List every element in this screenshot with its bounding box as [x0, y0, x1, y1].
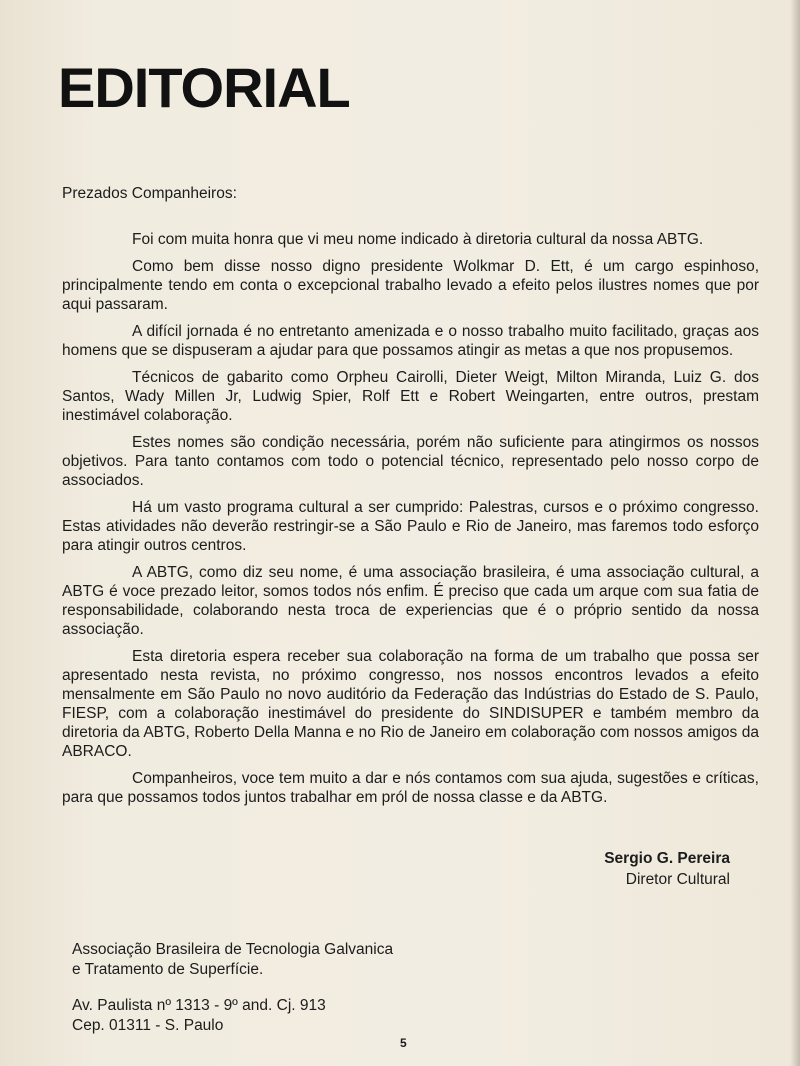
organization-name — [72, 940, 393, 980]
paragraph: Companheiros, voce tem muito a dar e nós contamos com sua ajuda, sugestões e críticas, para que possamos todos juntos trabalhar em pról de nossa classe e da ABTG. — [62, 770, 759, 806]
signature-role: Diretor Cultural — [625, 871, 730, 888]
paragraph: Técnicos de gabarito como Orpheu Cairolli, Dieter Weigt, Milton Miranda, Luiz G. dos Santos, Wady Millen Jr, Ludwig Spier, Rolf Ett e Robert Weingarten, entre outros, prestam inestimável colaboração. — [62, 369, 759, 424]
signature-name: Sergio G. Pereira — [604, 850, 730, 867]
paragraph: A difícil jornada é no entretanto amenizada e o nosso trabalho muito facilitado, graças aos homens que se dispuseram a ajudar para que possamos atingir as metas a que nos propusemos. — [62, 323, 759, 359]
paragraph: A ABTG, como diz seu nome, é uma associação brasileira, é uma associação cultural, a ABTG é voce prezado leitor, somos todos nós enfim. É preciso que cada um arque com sua fatia de responsabilidade, colaborando nesta troca de experiencias que é o próprio sentido da nossa associação. — [62, 564, 759, 638]
address-block — [72, 996, 326, 1036]
organization-line: e Tratamento de Superfície. — [72, 961, 264, 978]
page-edge-shadow — [790, 0, 800, 1066]
organization-line: Associação Brasileira de Tecnologia Galvanica — [72, 941, 394, 958]
paragraph: Foi com muita honra que vi meu nome indicado à diretoria cultural da nossa ABTG. — [132, 231, 704, 248]
editorial-body — [62, 230, 759, 815]
address-line: Av. Paulista nº 1313 - 9º and. Cj. 913 — [72, 997, 326, 1014]
paragraph: Esta diretoria espera receber sua colaboração na forma de um trabalho que possa ser apresentado nesta revista, no próximo congresso, nos nossos encontros levados a efeito mensalmente em São Paulo no novo auditório da Federação das Indústrias do Estado de S. Paulo, FIESP, com a colaboração inestimável do presidente do SINDISUPER e também membro da diretoria da ABTG, Roberto Della Manna e no Rio de Janeiro em colaboração com nossos amigos da ABRACO. — [62, 648, 759, 760]
signature-block — [560, 848, 730, 890]
paragraph: Como bem disse nosso digno presidente Wolkmar D. Ett, é um cargo espinhoso, principalmente tendo em conta o excepcional trabalho levado a efeito pelos ilustres nomes que por aqui passaram. — [62, 258, 759, 313]
editorial-title: EDITORIAL — [58, 56, 350, 119]
address-line: Cep. 01311 - S. Paulo — [72, 1017, 224, 1034]
salutation: Prezados Companheiros: — [62, 185, 237, 202]
paragraph: Estes nomes são condição necessária, porém não suficiente para atingirmos os nossos objetivos. Para tanto contamos com todo o potencial técnico, representado pelo nosso corpo de associados. — [62, 434, 759, 489]
paragraph: Há um vasto programa cultural a ser cumprido: Palestras, cursos e o próximo congresso. Estas atividades não deverão restringir-se a São Paulo e Rio de Janeiro, mas faremos todo esforço para atingir outros centros. — [62, 499, 759, 554]
page-number: 5 — [400, 1036, 407, 1050]
